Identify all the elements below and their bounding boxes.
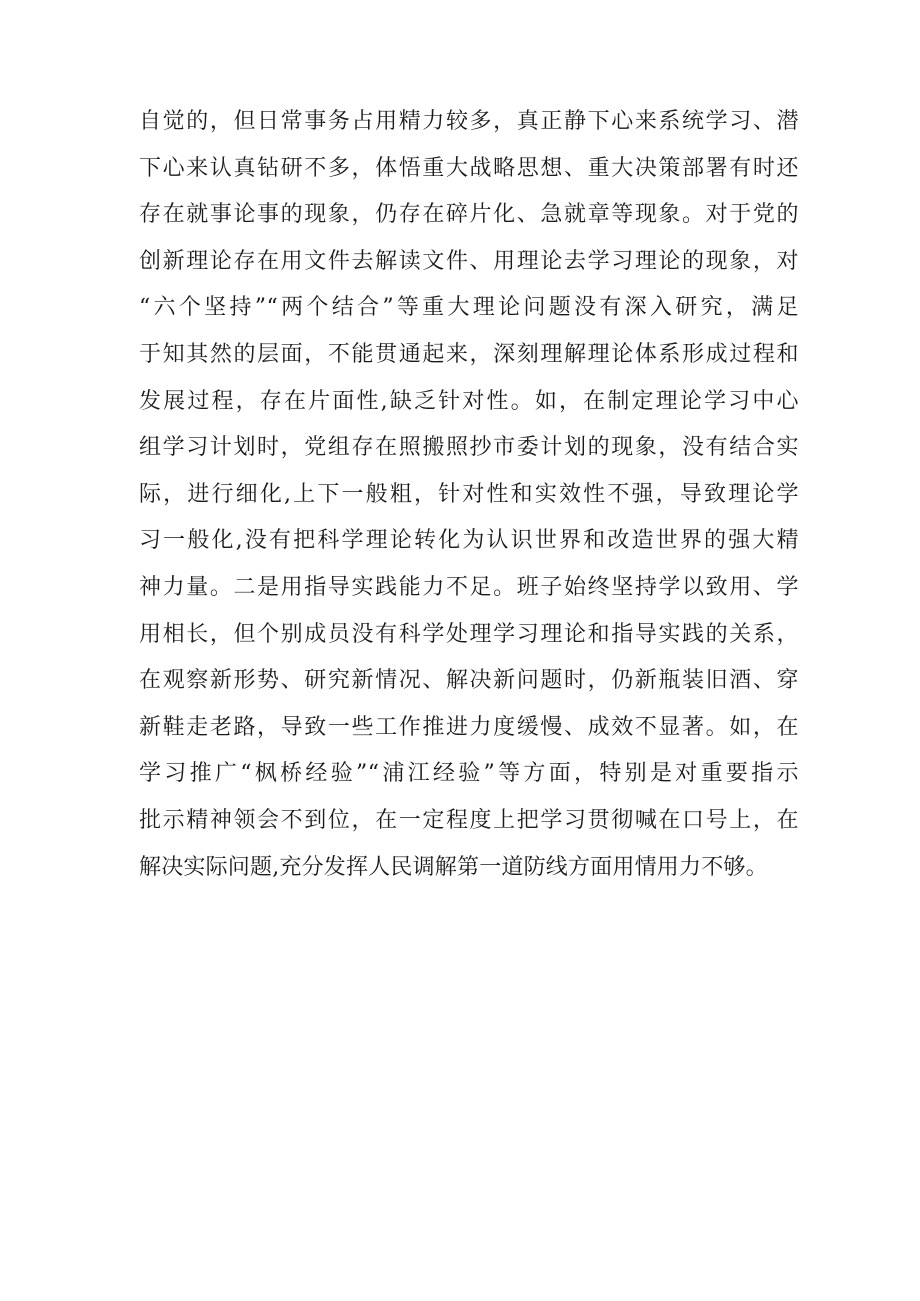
paragraph-line: 发展过程，存在片面性,缺乏针对性。如，在制定理论学习中心: [139, 388, 799, 414]
paragraph-line: 自觉的，但日常事务占用精力较多，真正静下心来系统学习、潜: [139, 109, 799, 134]
paragraph-line: 用相长，但个别成员没有科学处理学习理论和指导实践的关系，: [139, 621, 799, 647]
paragraph-line: 下心来认真钻研不多，体悟重大战略思想、重大决策部署有时还: [139, 155, 799, 181]
paragraph-line-last: 解决实际问题,充分发挥人民调解第一道防线方面用情用力不够。: [139, 854, 768, 880]
body-paragraph: [139, 99, 799, 891]
paragraph-line: 神力量。二是用指导实践能力不足。班子始终坚持学以致用、学: [139, 574, 799, 600]
paragraph-line: 存在就事论事的现象，仍存在碎片化、急就章等现象。对于党的: [139, 202, 799, 228]
paragraph-line: 批示精神领会不到位，在一定程度上把学习贯彻喊在口号上，在: [139, 807, 799, 833]
paragraph-line: 新鞋走老路，导致一些工作推进力度缓慢、成效不显著。如，在: [139, 714, 799, 740]
paragraph-line: 在观察新形势、研究新情况、解决新问题时，仍新瓶装旧酒、穿: [139, 668, 799, 694]
paragraph-line: 创新理论存在用文件去解读文件、用理论去学习理论的现象，对: [139, 248, 799, 274]
paragraph-line: “六个坚持”“两个结合”等重大理论问题没有深入研究，满足: [139, 295, 799, 321]
paragraph-line: 际，进行细化,上下一般粗，针对性和实效性不强，导致理论学: [139, 481, 799, 507]
paragraph-line: 习一般化,没有把科学理论转化为认识世界和改造世界的强大精: [139, 528, 799, 554]
paragraph-line: 组学习计划时，党组存在照搬照抄市委计划的现象，没有结合实: [139, 435, 799, 461]
paragraph-line: 于知其然的层面，不能贯通起来，深刻理解理论体系形成过程和: [139, 341, 799, 367]
paragraph-line: 学习推广“枫桥经验”“浦江经验”等方面，特别是对重要指示: [139, 761, 799, 787]
